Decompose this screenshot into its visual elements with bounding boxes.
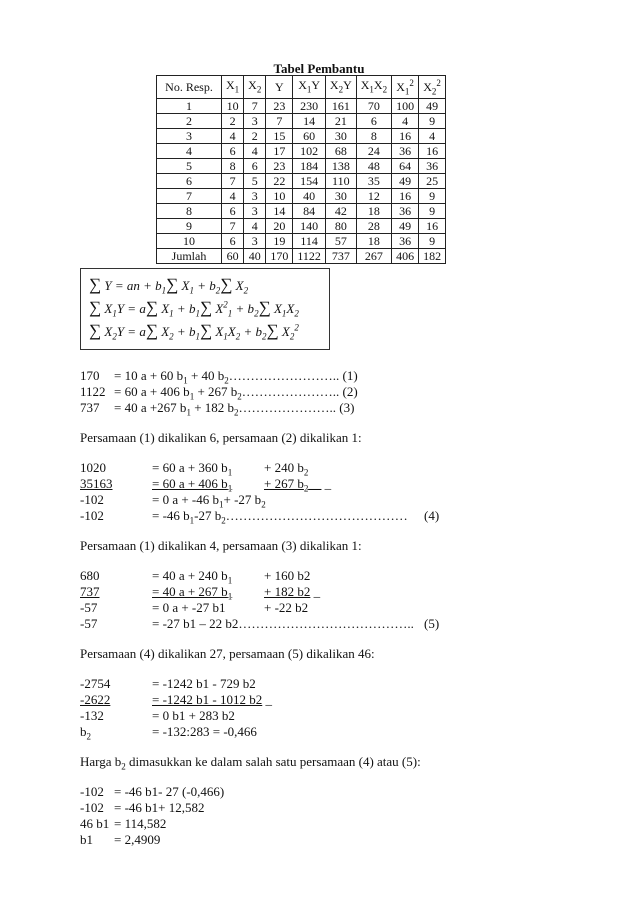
table-cell: 5: [244, 174, 266, 189]
table-cell: 18: [356, 234, 391, 249]
table-cell: 20: [266, 219, 293, 234]
table-cell: 48: [356, 159, 391, 174]
table-cell: 110: [325, 174, 356, 189]
s4-l1: -102: [80, 784, 104, 799]
table-cell: 6: [222, 144, 244, 159]
table-cell: 30: [325, 129, 356, 144]
table-cell: 49: [392, 174, 419, 189]
eq2-left: 1122: [80, 384, 106, 399]
table-header-cell: $X_2^2$: [419, 76, 446, 99]
table-cell: 1122: [293, 249, 326, 264]
step4-text: Harga $b_2$ dimasukkan ke dalam salah satu persamaan (4) atau (5):: [80, 754, 421, 772]
s1-m2: = 60 a + 406 $b_1$: [152, 476, 233, 494]
s3-m4: = -132:283 = -0,466: [152, 724, 257, 739]
table-cell: 154: [293, 174, 326, 189]
table-cell: 406: [392, 249, 419, 264]
table-header-cell: No. Resp.: [157, 76, 222, 99]
table-cell: 84: [293, 204, 326, 219]
table-cell: 7: [222, 219, 244, 234]
table-cell: 70: [356, 99, 391, 114]
table-cell: 25: [419, 174, 446, 189]
table-row: [157, 219, 446, 234]
table-header-cell: $X_1X_2$: [356, 76, 391, 99]
s2-m4: = -27 b1 – 22 b2…………………………………..: [152, 616, 414, 631]
table-cell: 36: [392, 204, 419, 219]
table-row: [157, 189, 446, 204]
table-cell: 2: [222, 114, 244, 129]
s3-l2: -2622: [80, 692, 111, 707]
table-cell: 9: [157, 219, 222, 234]
table-cell: 4: [157, 144, 222, 159]
table-cell: 161: [325, 99, 356, 114]
table-cell: 80: [325, 219, 356, 234]
table-cell: 36: [392, 234, 419, 249]
table-cell: 23: [266, 99, 293, 114]
table-cell: 6: [222, 234, 244, 249]
table-cell: 40: [293, 189, 326, 204]
table-cell: Jumlah: [157, 249, 222, 264]
table-cell: 36: [419, 159, 446, 174]
table-cell: 170: [266, 249, 293, 264]
s3-m3: = 0 b1 + 283 b2: [152, 708, 235, 723]
table-row: [157, 129, 446, 144]
s4-m3: = 114,582: [114, 816, 167, 831]
table-cell: 22: [266, 174, 293, 189]
step2-text: Persamaan (1) dikalikan 4, persamaan (3) dikalikan 1:: [80, 538, 362, 553]
table-cell: 24: [356, 144, 391, 159]
formula-3: ∑ $X_2Y = a\sum$ $X_2 + b_1\sum$ $X_1X_2 + b_2\sum$ $X_2^2$: [89, 321, 299, 342]
table-cell: 18: [356, 204, 391, 219]
table-row: [157, 174, 446, 189]
s3-m1: = -1242 b1 - 729 b2: [152, 676, 256, 691]
table-cell: 4: [244, 219, 266, 234]
table-cell: 8: [157, 204, 222, 219]
table-cell: 4: [222, 129, 244, 144]
table-cell: 230: [293, 99, 326, 114]
eq2-right: = 60 a + 406 $b_1 + 267$ $b_2\dots\dots\dots\dots\dots\dots\dots$.. (2): [114, 384, 358, 402]
table-cell: 8: [356, 129, 391, 144]
table-cell: 3: [244, 189, 266, 204]
table-cell: 16: [392, 189, 419, 204]
table-row: [157, 159, 446, 174]
table-header-cell: $X_2Y$: [325, 76, 356, 99]
s2-r4: (5): [424, 616, 440, 631]
s1-l1: 1020: [80, 460, 106, 475]
table-cell: 4: [419, 129, 446, 144]
table-cell: 15: [266, 129, 293, 144]
s3-l1: -2754: [80, 676, 111, 691]
s2-r1: + 160 b2: [264, 568, 311, 583]
table-cell: 21: [325, 114, 356, 129]
table-cell: 114: [293, 234, 326, 249]
table-cell: 9: [419, 234, 446, 249]
s1-m3: = 0 a + -46 $b_1+ -27$ $b_2$: [152, 492, 266, 510]
table-cell: 182: [419, 249, 446, 264]
table-cell: 2: [244, 129, 266, 144]
table-cell: 19: [266, 234, 293, 249]
formula-2: ∑ $X_1Y = a\sum$ $X_1 + b_1\sum$ $X^2_1 + b_2\sum$ $X_1X_2$: [89, 298, 299, 319]
table-cell: 8: [222, 159, 244, 174]
s2-l2: 737: [80, 584, 100, 599]
table-header-cell: $X_1$: [222, 76, 244, 99]
s1-m1: = 60 a + 360 $b_1$: [152, 460, 233, 478]
s2-l3: -57: [80, 600, 98, 615]
s2-m2: = 40 a + 267 $b_1$: [152, 584, 233, 602]
table-row: [157, 204, 446, 219]
s3-l4: $b_2$: [80, 724, 91, 742]
table-cell: 6: [157, 174, 222, 189]
s4-m1: = -46 b1- 27 (-0,466): [114, 784, 225, 799]
table-cell: 30: [325, 189, 356, 204]
table-cell: 16: [419, 219, 446, 234]
s2-r2: + 182 b2 _: [264, 584, 321, 599]
s1-r4: (4): [424, 508, 440, 523]
table-cell: 23: [266, 159, 293, 174]
s2-m1: = 40 a + 240 $b_1$: [152, 568, 233, 586]
table-cell: 3: [244, 204, 266, 219]
s4-m2: = -46 b1+ 12,582: [114, 800, 205, 815]
step1-text: Persamaan (1) dikalikan 6, persamaan (2) dikalikan 1:: [80, 430, 362, 445]
table-row: [157, 234, 446, 249]
table-cell: 35: [356, 174, 391, 189]
s2-l1: 680: [80, 568, 100, 583]
table-cell: 4: [222, 189, 244, 204]
table-cell: 60: [222, 249, 244, 264]
s4-l2: -102: [80, 800, 104, 815]
table-cell: 42: [325, 204, 356, 219]
table-header-row: [157, 76, 446, 99]
table-cell: 138: [325, 159, 356, 174]
table-cell: 9: [419, 189, 446, 204]
s2-r3: + -22 b2: [264, 600, 309, 615]
table-header-cell: $X_2$: [244, 76, 266, 99]
table-cell: 7: [222, 174, 244, 189]
table-cell: 49: [419, 99, 446, 114]
table-cell: 28: [356, 219, 391, 234]
formula-1: ∑ Y = an + $b_1\sum$ $X_1 + b_2\sum$ $X_2$: [89, 275, 249, 296]
table-cell: 102: [293, 144, 326, 159]
table-cell: 4: [244, 144, 266, 159]
table-cell: 40: [244, 249, 266, 264]
table-cell: 36: [392, 144, 419, 159]
table-cell: 140: [293, 219, 326, 234]
table-cell: 100: [392, 99, 419, 114]
step3-text: Persamaan (4) dikalikan 27, persamaan (5) dikalikan 46:: [80, 646, 375, 661]
table-cell: 16: [419, 144, 446, 159]
table-cell: 7: [266, 114, 293, 129]
table-row: [157, 144, 446, 159]
table-cell: 3: [244, 114, 266, 129]
table-cell: 6: [244, 159, 266, 174]
s4-l3: 46 b1: [80, 816, 110, 831]
table-cell: 10: [222, 99, 244, 114]
table-header-cell: $X_1^2$: [392, 76, 419, 99]
table-header-cell: $X_1Y$: [293, 76, 326, 99]
table-title: Tabel Pembantu: [273, 61, 365, 76]
table-cell: 16: [392, 129, 419, 144]
formula-box: [80, 268, 330, 350]
eq1-right: = 10 a + 60 $b_1 + 40$ $b_2\dots\dots\dots\dots\dots\dots\dots\dots$.. (1): [114, 368, 358, 386]
table-cell: 14: [266, 204, 293, 219]
table-header-cell: Y: [266, 76, 293, 99]
table-cell: 68: [325, 144, 356, 159]
table-cell: 10: [157, 234, 222, 249]
table-cell: 4: [392, 114, 419, 129]
s3-l3: -132: [80, 708, 104, 723]
table-cell: 60: [293, 129, 326, 144]
table-cell: 7: [244, 99, 266, 114]
table-cell: 737: [325, 249, 356, 264]
table-cell: 17: [266, 144, 293, 159]
s4-m4: = 2,4909: [114, 832, 161, 847]
table-cell: 3: [244, 234, 266, 249]
s1-l3: -102: [80, 492, 104, 507]
s2-m3: = 0 a + -27 b1: [152, 600, 226, 615]
table-cell: 3: [157, 129, 222, 144]
s1-m4: = -46 $b_1-27$ $b_2\dots\dots\dots\dots\dots\dots\dots\dots\dots\dots\dots\dots\dots\dots$: [152, 508, 408, 526]
s3-m2: = -1242 b1 - 1012 b2 _: [152, 692, 272, 707]
s2-l4: -57: [80, 616, 98, 631]
table-cell: 57: [325, 234, 356, 249]
table-row: [157, 114, 446, 129]
s4-l4: b1: [80, 832, 93, 847]
helper-table: [156, 75, 446, 264]
table-cell: 49: [392, 219, 419, 234]
table-cell: 184: [293, 159, 326, 174]
table-cell: 2: [157, 114, 222, 129]
table-cell: 12: [356, 189, 391, 204]
table-cell: 1: [157, 99, 222, 114]
table-cell: 5: [157, 159, 222, 174]
table-cell: 6: [356, 114, 391, 129]
s1-r1: + 240 $b_2$: [264, 460, 309, 478]
eq1-left: 170: [80, 368, 100, 383]
eq3-left: 737: [80, 400, 100, 415]
table-cell: 6: [222, 204, 244, 219]
s1-r2: + 267 $b_2\_\_$ _: [264, 476, 332, 494]
table-cell: 10: [266, 189, 293, 204]
table-row: [157, 99, 446, 114]
table-total-row: [157, 249, 446, 264]
table-cell: 9: [419, 114, 446, 129]
table-cell: 7: [157, 189, 222, 204]
table-cell: 64: [392, 159, 419, 174]
eq3-right: = 40 a +267 $b_1 + 182$ $b_2\dots\dots\dots\dots\dots\dots\dots$.. (3): [114, 400, 355, 418]
s1-l4: -102: [80, 508, 104, 523]
table-cell: 267: [356, 249, 391, 264]
table-cell: 9: [419, 204, 446, 219]
s1-l2: 35163: [80, 476, 113, 491]
table-cell: 14: [293, 114, 326, 129]
